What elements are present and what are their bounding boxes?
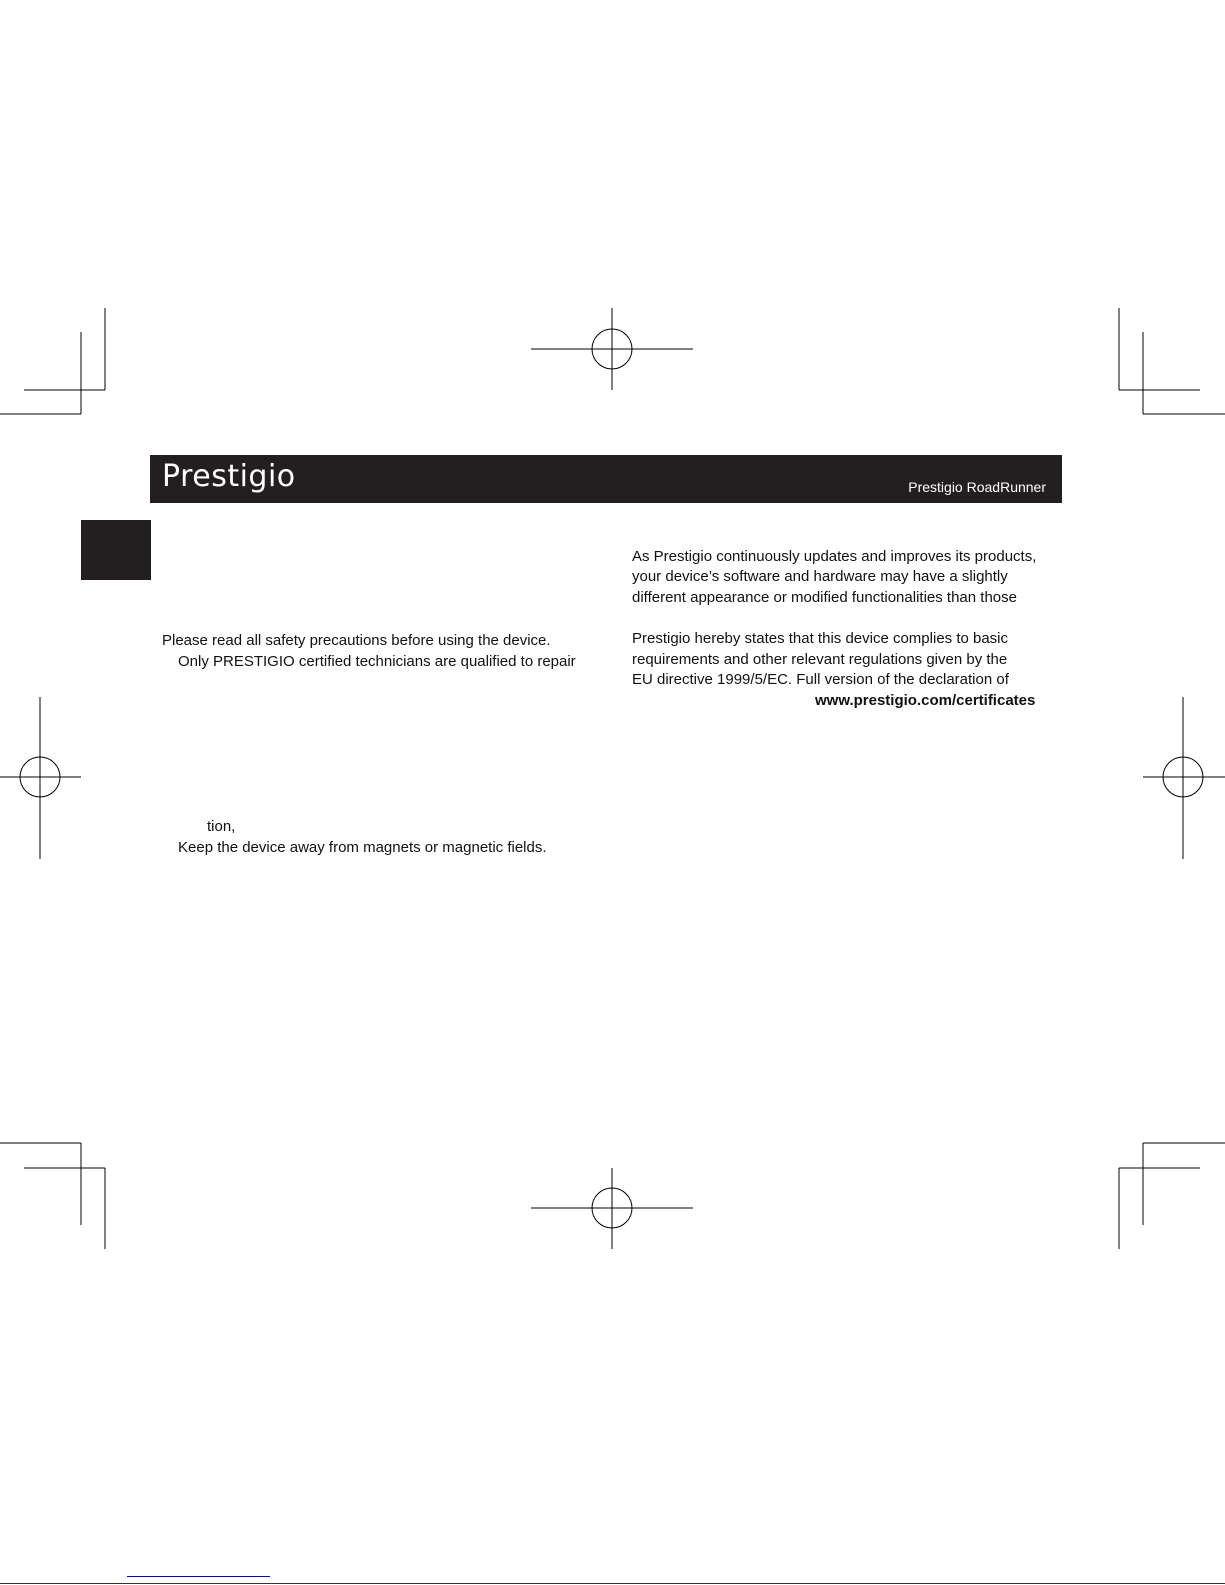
footer-link-underline bbox=[127, 1576, 270, 1577]
safety-item-fragment: tion, bbox=[207, 818, 236, 835]
model-name: Prestigio RoadRunner bbox=[908, 479, 1046, 495]
header-bar bbox=[150, 455, 1062, 503]
declaration-line-3: EU directive 1999/5/EC. Full version of the declaration of bbox=[632, 671, 1009, 688]
updates-line-3: different appearance or modified functionalities than those bbox=[632, 589, 1017, 606]
section-tab bbox=[81, 520, 151, 580]
declaration-line-2: requirements and other relevant regulations given by the bbox=[632, 651, 1008, 668]
safety-item-repair: Only PRESTIGIO certified technicians are qualified to repair bbox=[178, 653, 576, 670]
certificates-link[interactable]: www.prestigio.com/certificates bbox=[815, 692, 1036, 709]
footer-rule bbox=[0, 1583, 1225, 1584]
updates-line-1: As Prestigio continuously updates and improves its products, bbox=[632, 548, 1037, 565]
safety-item-magnets: Keep the device away from magnets or magnetic fields. bbox=[178, 839, 547, 856]
updates-line-2: your device’s software and hardware may have a slightly bbox=[632, 568, 1008, 585]
safety-intro: Please read all safety precautions before using the device. bbox=[162, 632, 551, 649]
brand-logo: Prestigio bbox=[162, 459, 296, 494]
declaration-line-1: Prestigio hereby states that this device complies to basic bbox=[632, 630, 1009, 647]
